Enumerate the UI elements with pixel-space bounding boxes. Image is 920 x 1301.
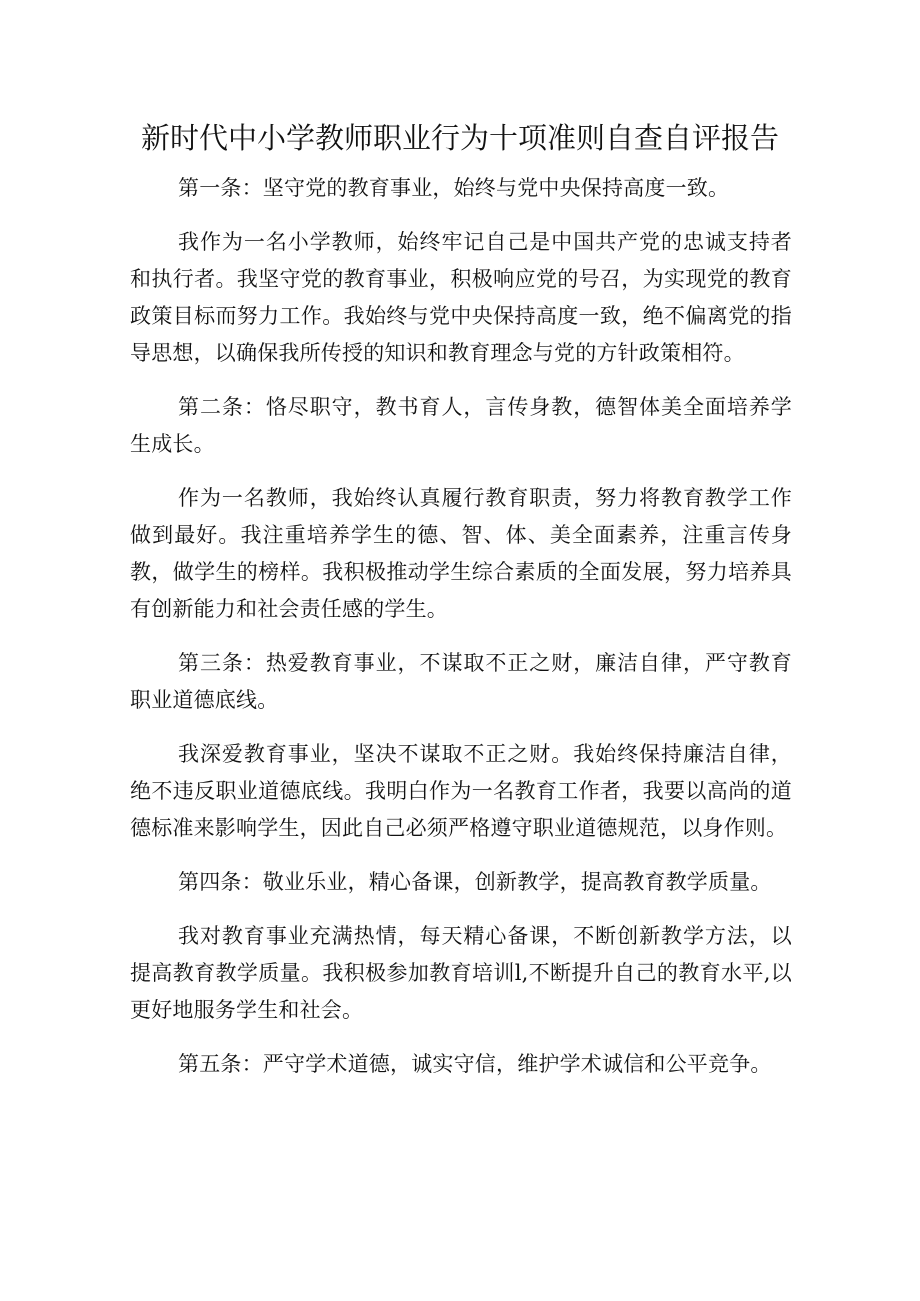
article-3-body: 我深爱教育事业，坚决不谋取不正之财。我始终保持廉洁自律，绝不违反职业道德底线。我明白作为一名教育工作者，我要以高尚的道德标准来影响学生，因此自己必须严格遵守职业道德规范，以身作则。: [130, 742, 792, 840]
article-2-body: 作为一名教师，我始终认真履行教育职责，努力将教育教学工作做到最好。我注重培养学生的德、智、体、美全面素养，注重言传身教，做学生的榜样。我积极推动学生综合素质的全面发展，努力培养具有创新能力和社会责任感的学生。: [130, 486, 792, 621]
document-body: [130, 170, 792, 1100]
article-4-body: 我对教育事业充满热情，每天精心备课，不断创新教学方法，以提高教育教学质量。我积极参加教育培训l,不断提升自己的教育水平,以更好地服务学生和社会。: [130, 924, 792, 1022]
article-1-body: 我作为一名小学教师，始终牢记自己是中国共产党的忠诚支持者和执行者。我坚守党的教育事业，积极响应党的号召，为实现党的教育政策目标而努力工作。我始终与党中央保持高度一致，绝不偏离党的指导思想，以确保我所传授的知识和教育理念与党的方针政策相符。: [130, 230, 792, 365]
article-3-heading: 第三条：热爱教育事业，不谋取不正之财，廉洁自律，严守教育职业道德底线。: [130, 651, 792, 712]
article-5-heading: 第五条：严守学术道德，诚实守信，维护学术诚信和公平竞争。: [178, 1052, 772, 1076]
article-2-heading: 第二条：恪尽职守，教书育人，言传身教，德智体美全面培养学生成长。: [130, 395, 792, 456]
article-4-heading: 第四条：敬业乐业，精心备课，创新教学，提高教育教学质量。: [178, 870, 772, 894]
article-1-heading: 第一条：坚守党的教育事业，始终与党中央保持高度一致。: [178, 176, 730, 200]
document-title: 新时代中小学教师职业行为十项准则自查自评报告: [140, 121, 779, 155]
